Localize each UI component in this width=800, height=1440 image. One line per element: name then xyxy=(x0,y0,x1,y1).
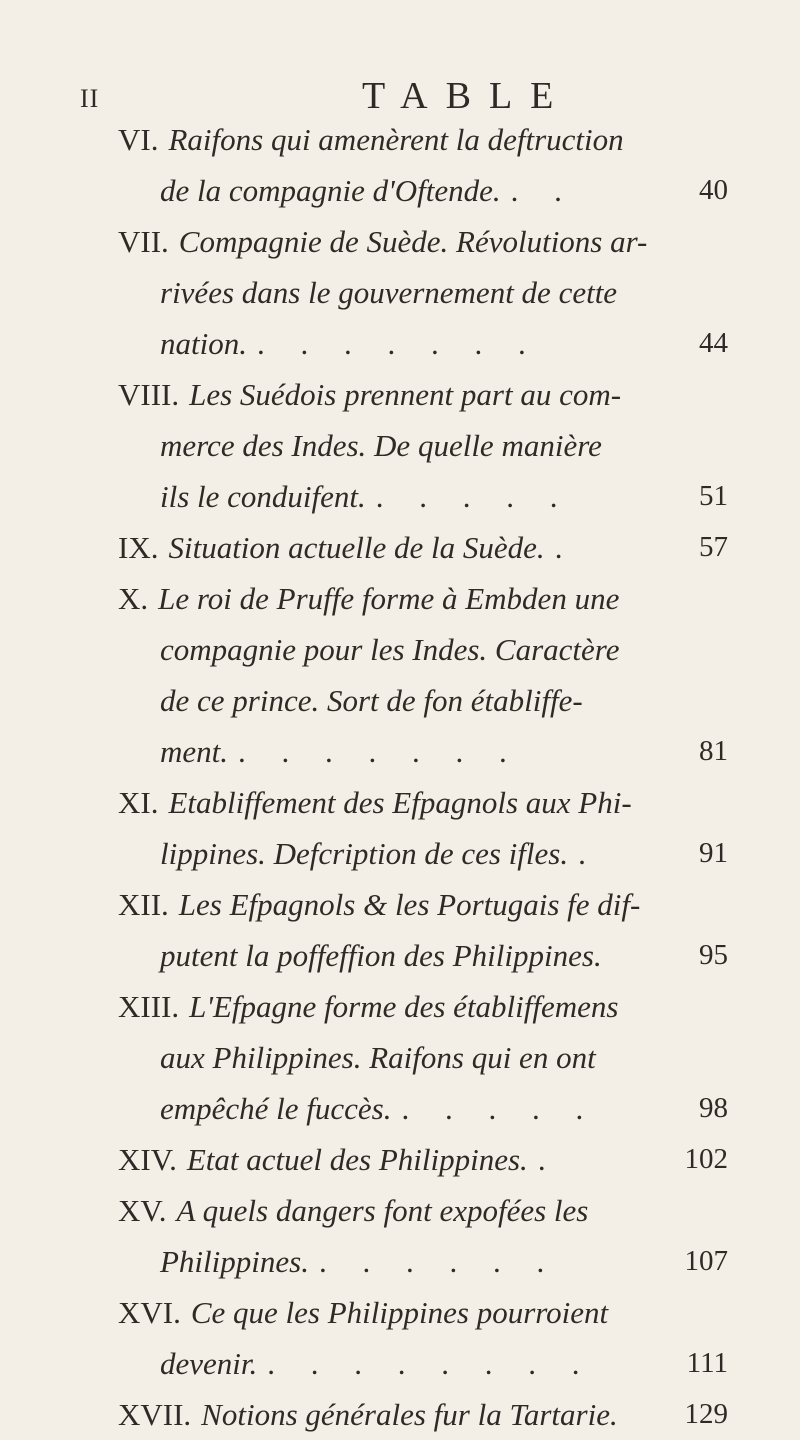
toc-entry-line xyxy=(118,114,728,165)
toc-entry xyxy=(118,216,728,369)
dot-leader: . . . . . . . . xyxy=(267,1346,594,1381)
chapter-numeral: XIV. xyxy=(118,1142,177,1177)
dot-leader: . xyxy=(554,530,577,565)
dot-leader: . . . . . . . xyxy=(256,326,540,361)
chapter-title-text: A quels dangers font expofées les xyxy=(176,1193,589,1228)
dot-leader: . . . . . . . xyxy=(238,734,521,769)
chapter-title-text: Situation actuelle de la Suède. xyxy=(168,530,545,565)
chapter-title-text: ment. xyxy=(160,734,229,769)
toc-entry-line xyxy=(118,828,728,879)
toc-entry xyxy=(118,522,728,573)
toc-entry-line xyxy=(118,471,728,522)
chapter-numeral: XII. xyxy=(118,887,169,922)
toc-entry xyxy=(118,879,728,981)
chapter-numeral: VIII. xyxy=(118,377,180,412)
toc-entry xyxy=(118,573,728,777)
page-reference: 129 xyxy=(684,1398,728,1430)
page-reference: 91 xyxy=(699,837,728,869)
toc-entry-line xyxy=(118,1287,728,1338)
toc-entry-line xyxy=(118,675,728,726)
chapter-numeral: IX. xyxy=(118,530,159,565)
page-reference: 95 xyxy=(699,939,728,971)
toc-entry xyxy=(118,114,728,216)
toc-entry-line xyxy=(118,420,728,471)
toc-entry-line xyxy=(118,726,728,777)
dot-leader: . . . . . . xyxy=(318,1244,559,1279)
chapter-title-text: de la compagnie d'Oftende. xyxy=(160,173,501,208)
toc-entry-line xyxy=(118,165,728,216)
page-header xyxy=(0,74,800,117)
toc-entry-line xyxy=(118,1083,728,1134)
page-reference: 81 xyxy=(699,735,728,767)
toc-entry-line xyxy=(118,369,728,420)
toc-entry-line xyxy=(118,930,728,981)
page-reference: 57 xyxy=(699,531,728,563)
toc-entry-line xyxy=(118,879,728,930)
chapter-title-text: rivées dans le gouvernement de cette xyxy=(160,275,618,310)
chapter-numeral: XI. xyxy=(118,785,159,820)
toc-entry-line xyxy=(118,318,728,369)
chapter-title-text: empêché le fuccès. xyxy=(160,1091,392,1126)
toc-entry xyxy=(118,1389,728,1440)
chapter-numeral: XVII. xyxy=(118,1397,192,1432)
chapter-numeral: VII. xyxy=(118,224,169,259)
page-reference: 44 xyxy=(699,327,728,359)
toc-entry-line xyxy=(118,777,728,828)
dot-leader: . . . . . xyxy=(401,1091,598,1126)
dot-leader: . . xyxy=(510,173,576,208)
toc-entry-line xyxy=(118,1236,728,1287)
toc-entry-line xyxy=(118,522,728,573)
chapter-title-text: Etat actuel des Philippines. xyxy=(186,1142,528,1177)
chapter-title-text: ils le conduifent. xyxy=(160,479,366,514)
chapter-numeral: XVI. xyxy=(118,1295,181,1330)
toc-entry xyxy=(118,1287,728,1389)
chapter-title-text: Le roi de Pruffe forme à Embden une xyxy=(158,581,620,616)
toc-entry xyxy=(118,777,728,879)
page-reference: 102 xyxy=(684,1143,728,1175)
toc-entry-line xyxy=(118,1338,728,1389)
chapter-title-text: nation. xyxy=(160,326,247,361)
chapter-title-text: de ce prince. Sort de fon établiffe- xyxy=(160,683,583,718)
chapter-title-text: aux Philippines. Raifons qui en ont xyxy=(160,1040,596,1075)
toc-entry-line xyxy=(118,216,728,267)
chapter-title-text: L'Efpagne forme des établiffemens xyxy=(189,989,619,1024)
dot-leader: . . . . . xyxy=(375,479,572,514)
chapter-title-text: lippines. Defcription de ces ifles. xyxy=(160,836,569,871)
page-reference: 111 xyxy=(686,1347,728,1379)
chapter-title-text: Raifons qui amenèrent la deftruction xyxy=(168,122,624,157)
toc-entry xyxy=(118,1185,728,1287)
toc-entry xyxy=(118,1134,728,1185)
chapter-title-text: Compagnie de Suède. Révolutions ar- xyxy=(178,224,648,259)
chapter-title-text: compagnie pour les Indes. Caractère xyxy=(160,632,620,667)
toc-entry xyxy=(118,369,728,522)
chapter-title-text: devenir. xyxy=(160,1346,258,1381)
toc-entry-line xyxy=(118,573,728,624)
page-reference: 98 xyxy=(699,1092,728,1124)
page-number: II xyxy=(80,84,100,113)
toc-entry-line xyxy=(118,624,728,675)
chapter-title-text: merce des Indes. De quelle manière xyxy=(160,428,602,463)
chapter-numeral: VI. xyxy=(118,122,159,157)
toc-entry-line xyxy=(118,267,728,318)
toc-entry-line xyxy=(118,1134,728,1185)
toc-entry-line xyxy=(118,1032,728,1083)
page-reference: 107 xyxy=(684,1245,728,1277)
chapter-numeral: XV. xyxy=(118,1193,167,1228)
toc-entry-line xyxy=(118,1389,728,1440)
chapter-title-text: Philippines. xyxy=(160,1244,309,1279)
chapter-title-text: Notions générales fur la Tartarie. xyxy=(201,1397,618,1432)
chapter-numeral: X. xyxy=(118,581,149,616)
chapter-title-text: Etabliffement des Efpagnols aux Phi- xyxy=(168,785,632,820)
dot-leader: . xyxy=(578,836,600,871)
dot-leader: . xyxy=(537,1142,560,1177)
toc-entry-line xyxy=(118,981,728,1032)
toc-entry xyxy=(118,981,728,1134)
page-reference: 40 xyxy=(699,174,728,206)
toc-entry-line xyxy=(118,1185,728,1236)
table-of-contents xyxy=(118,114,728,1440)
chapter-title-text: putent la poffeffion des Philippines. xyxy=(160,938,602,973)
running-title: TABLE xyxy=(362,75,572,117)
chapter-numeral: XIII. xyxy=(118,989,180,1024)
chapter-title-text: Ce que les Philippines pourroient xyxy=(190,1295,609,1330)
chapter-title-text: Les Efpagnols & les Portugais fe dif- xyxy=(178,887,641,922)
chapter-title-text: Les Suédois prennent part au com- xyxy=(189,377,622,412)
page-reference: 51 xyxy=(699,480,728,512)
